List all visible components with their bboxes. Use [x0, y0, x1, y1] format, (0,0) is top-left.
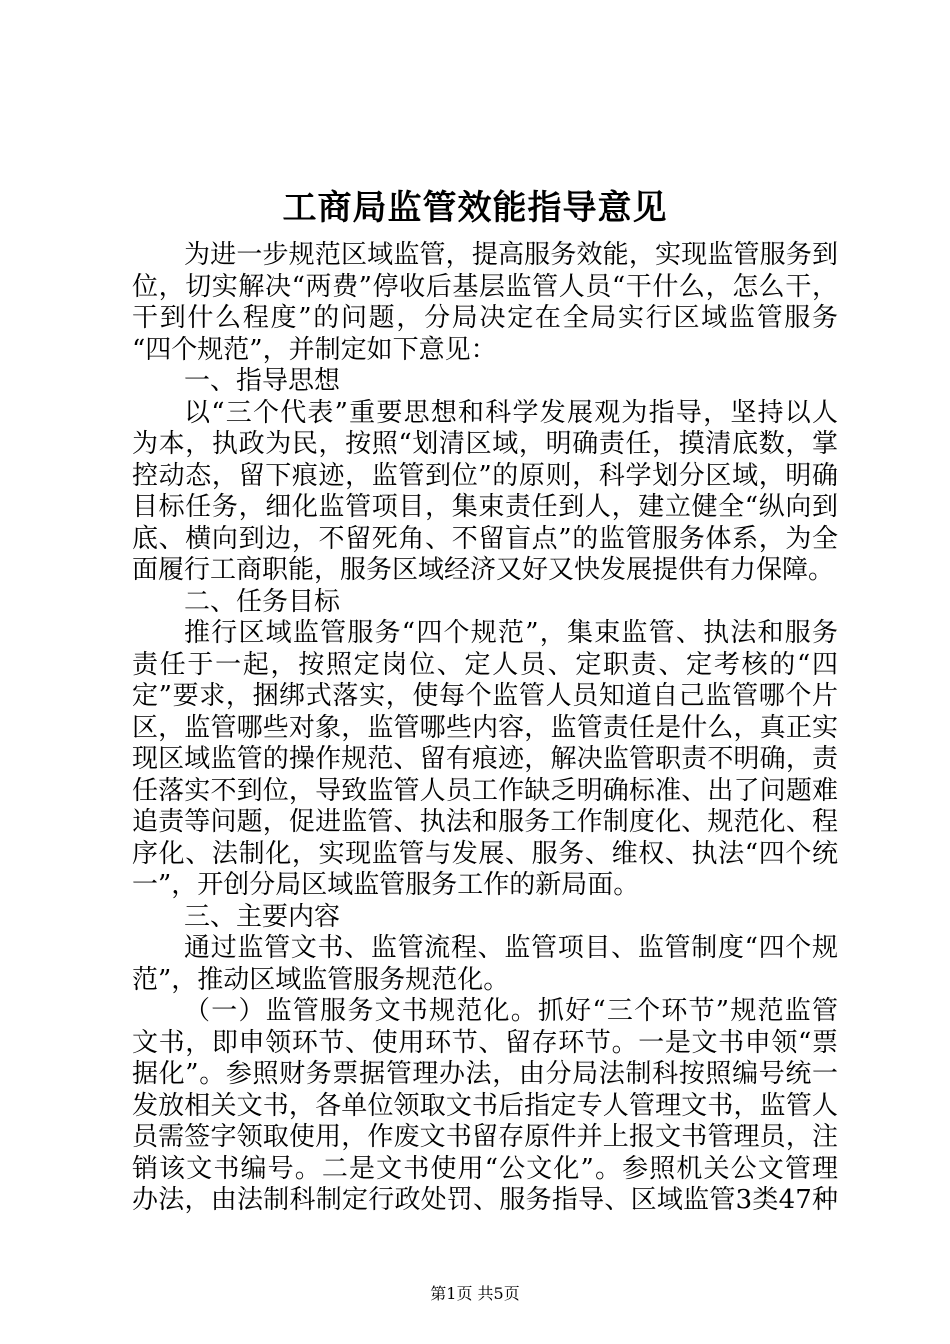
body-line: “四个规范”，并制定如下意见： — [132, 334, 497, 365]
document-body — [132, 240, 838, 1217]
body-line: 面履行工商职能，服务区域经济又好又快发展提供有力保障。 — [132, 555, 835, 585]
body-line: 控动态，留下痕迹，监管到位”的原则，科学划分区域，明确 — [132, 460, 838, 491]
body-line: 目标任务，细化监管项目，集束责任到人，建立健全“纵向到 — [132, 492, 838, 522]
body-line: 责任于一起，按照定岗位、定人员、定职责、定考核的“四 — [132, 649, 838, 680]
body-line: 位，切实解决“两费”停收后基层监管人员“干什么，怎么干， — [132, 271, 838, 302]
body-line: 为进一步规范区域监管，提高服务效能，实现监管服务到 — [184, 240, 838, 270]
body-line: 一、指导思想 — [184, 366, 341, 396]
body-line: 一”，开创分局区域监管服务工作的新局面。 — [132, 870, 640, 900]
body-line: 三、主要内容 — [184, 901, 341, 932]
body-line: 通过监管文书、监管流程、监管项目、监管制度“四个规 — [184, 933, 838, 963]
body-line: 范”，推动区域监管服务规范化。 — [132, 964, 510, 995]
body-line: （一）监管服务文书规范化。抓好“三个环节”规范监管 — [184, 996, 838, 1026]
body-line: 推行区域监管服务“四个规范”，集束监管、执法和服务 — [184, 618, 838, 648]
body-line: 员需签字领取使用，作废文书留存原件并上报文书管理员，注 — [132, 1122, 838, 1152]
body-line: 区，监管哪些对象，监管哪些内容，监管责任是什么，真正实 — [132, 712, 838, 743]
body-line: 二、任务目标 — [184, 586, 341, 617]
body-line: 发放相关文书，各单位领取文书后指定专人管理文书，监管人 — [132, 1090, 838, 1121]
document-title: 工商局监管效能指导意见 — [282, 188, 668, 228]
body-line: 据化”。参照财务票据管理办法，由分局法制科按照编号统一 — [132, 1059, 838, 1089]
body-line: 文书，即申领环节、使用环节、留存环节。一是文书申领“票 — [132, 1027, 838, 1058]
body-line: 定”要求，捆绑式落实，使每个监管人员知道自己监管哪个片 — [132, 681, 838, 711]
body-line: 以“三个代表”重要思想和科学发展观为指导，坚持以人 — [184, 397, 838, 428]
body-line: 办法，由法制科制定行政处罚、服务指导、区域监管3类47种 — [132, 1185, 838, 1215]
body-line: 为本，执政为民，按照“划清区域，明确责任，摸清底数，掌 — [132, 429, 838, 459]
body-line: 序化、法制化，实现监管与发展、服务、维权、执法“四个统 — [132, 838, 838, 869]
body-line: 现区域监管的操作规范、留有痕迹，解决监管职责不明确，责 — [132, 744, 838, 774]
body-line: 追责等问题，促进监管、执法和服务工作制度化、规范化、程 — [132, 807, 838, 837]
page-footer: 第1页 共5页 — [430, 1284, 520, 1303]
body-line: 销该文书编号。二是文书使用“公文化”。参照机关公文管理 — [132, 1153, 838, 1184]
body-line: 底、横向到边，不留死角、不留盲点”的监管服务体系，为全 — [132, 523, 838, 554]
body-line: 任落实不到位，导致监管人员工作缺乏明确标准、出了问题难 — [132, 775, 838, 806]
body-line: 干到什么程度”的问题，分局决定在全局实行区域监管服务 — [132, 303, 838, 333]
